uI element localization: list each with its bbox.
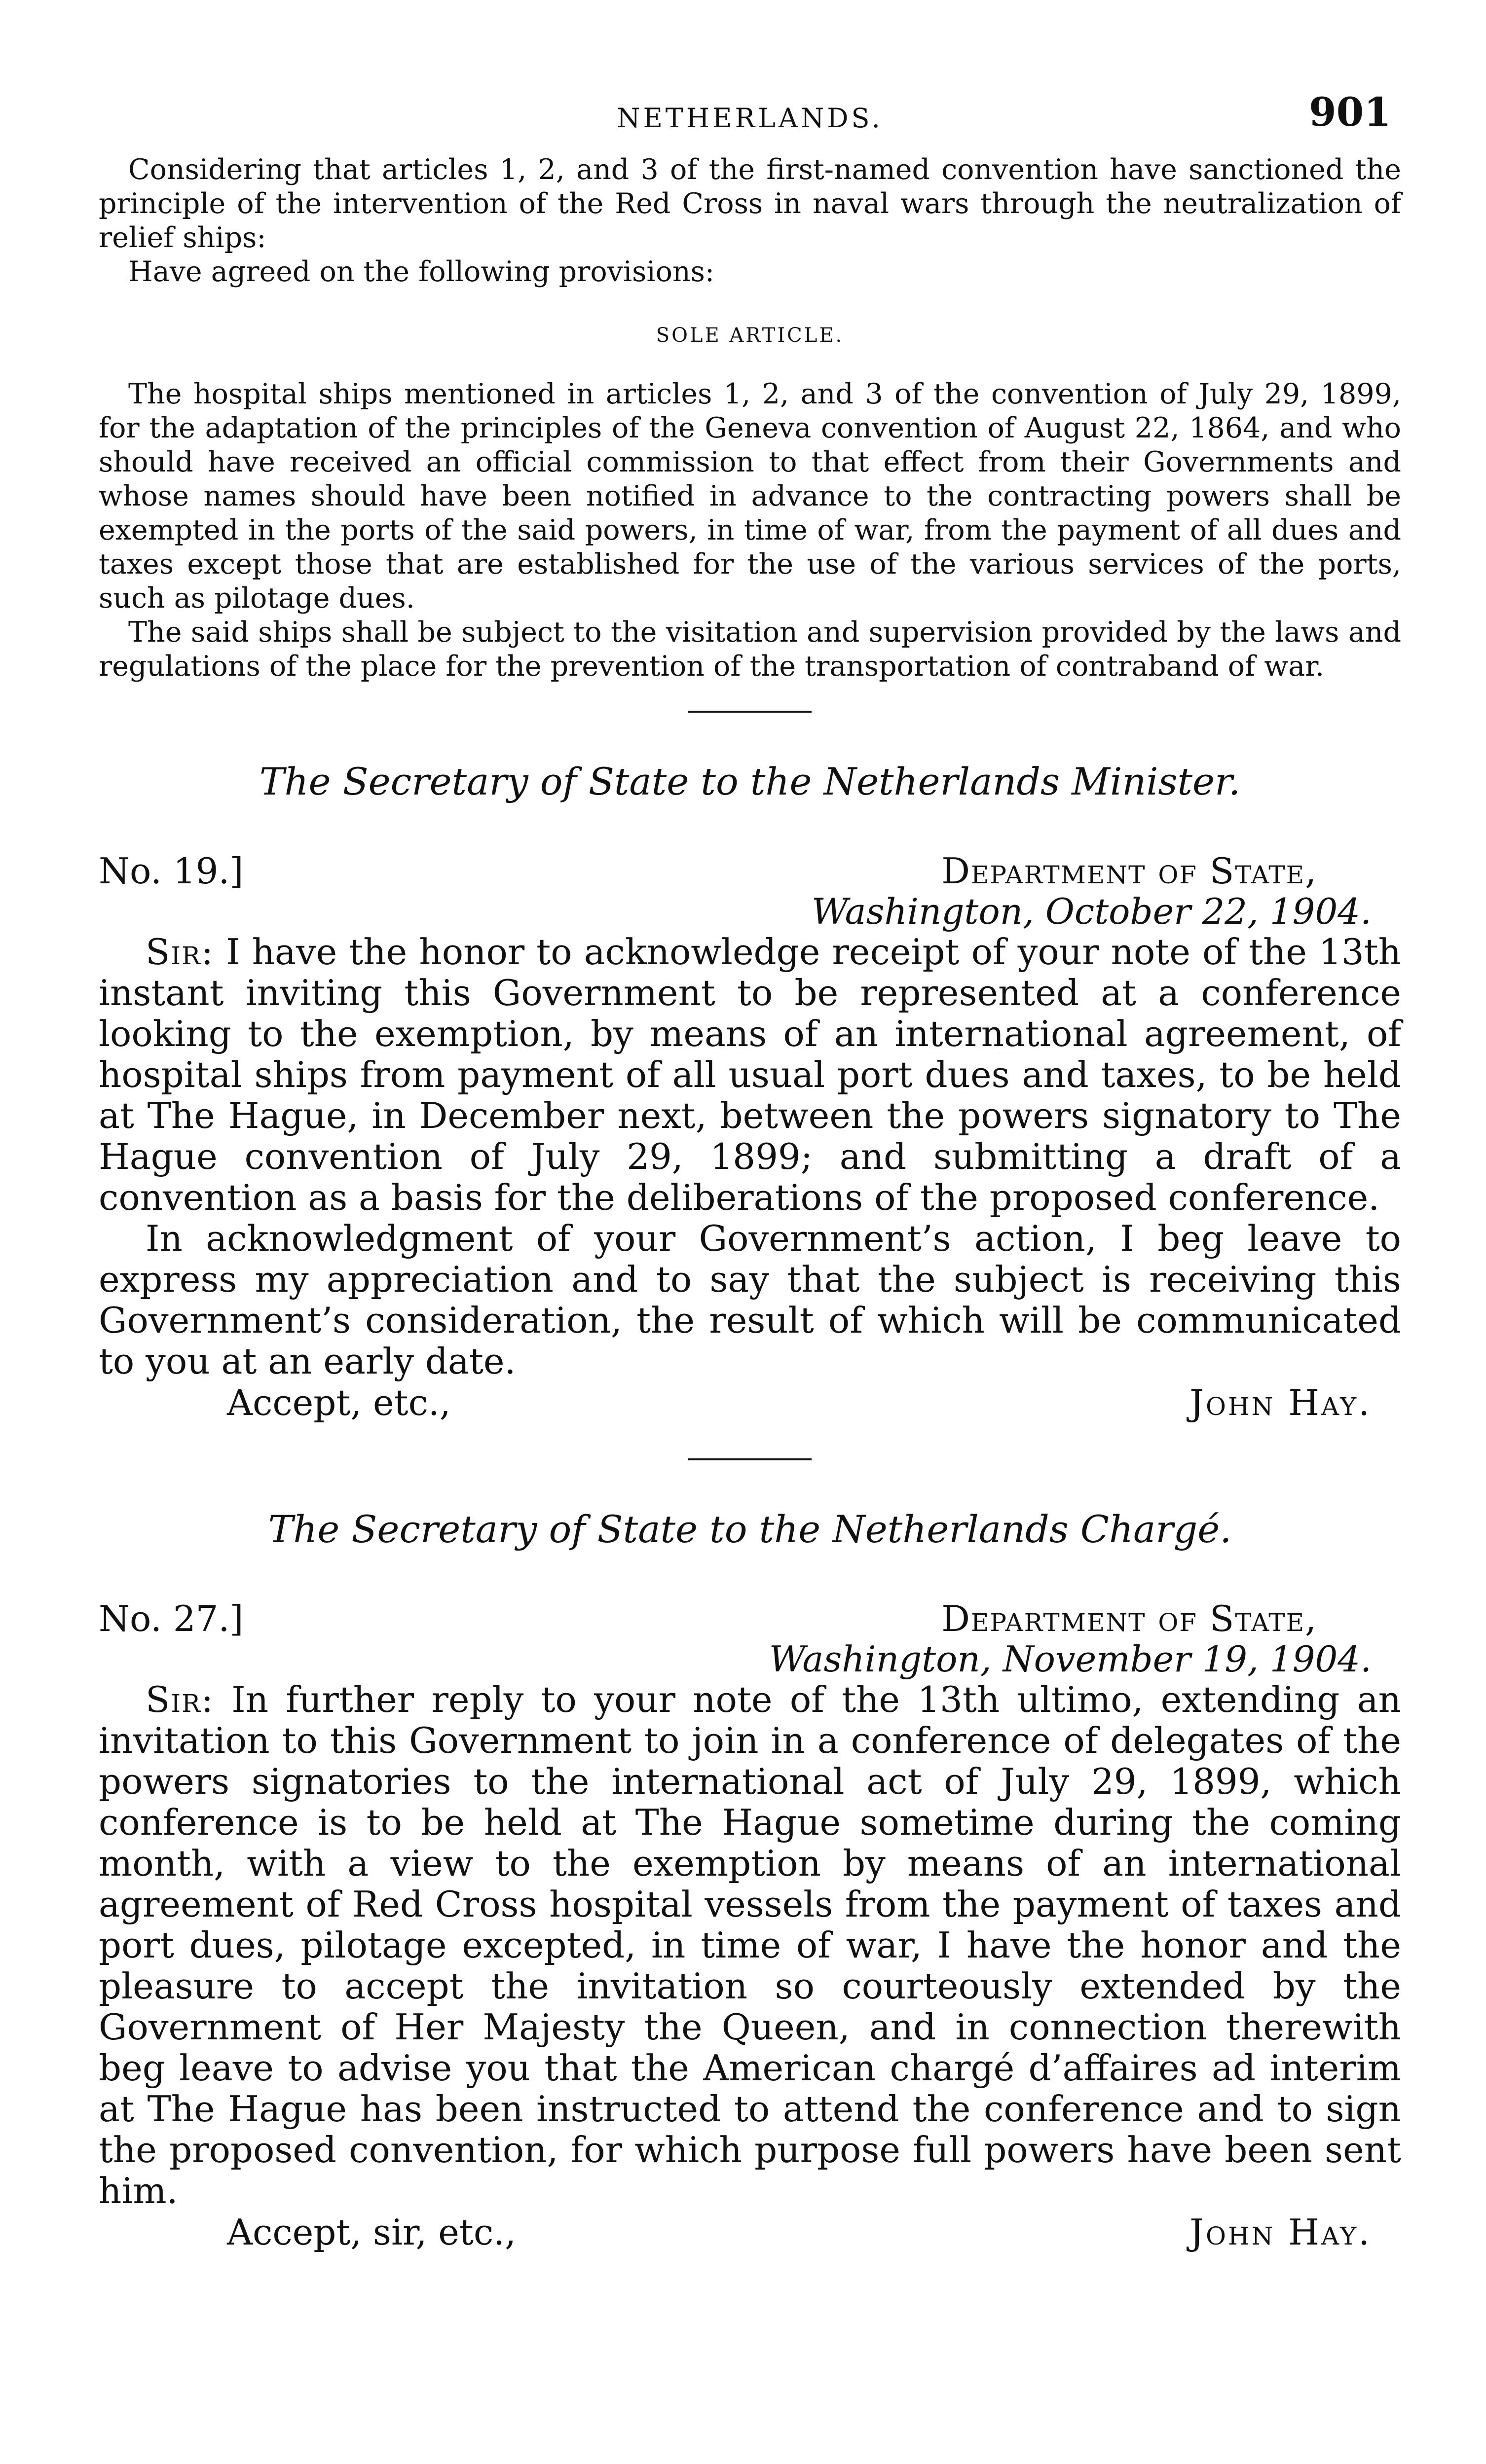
treaty-paragraph: The hospital ships mentioned in articles 1, 2, and 3 of the convention of July 29, 1899, for the adaptation of the principles of the Geneva convention of August 22, 1864, and who should have received an official commission to that effect from their Governments and whose names should have been notified in advance to the contracting powers shall be exempted in the ports of the said powers, in timе of war, from the payment of all dues and taxes except those that are established for the use of the various services of the ports, such as pilotage dues. — [99, 378, 1401, 615]
letterhead — [99, 850, 1401, 932]
letter-number: No. 19.] — [99, 850, 244, 892]
letter-paragraph: In acknowledgment of your Government’s action, I beg leave to express my appreciation and to say that the subject is receiving this Government’s consideration, the result of which will be communicated to you at an early date. — [99, 1218, 1401, 1382]
letter-heading: The Secretary of State to the Netherlands Chargé. — [268, 1507, 1232, 1551]
signature: John Hay. — [1189, 2211, 1372, 2253]
page-number: 901 — [1309, 89, 1391, 135]
treaty-paragraph: Have agreed on the following provisions: — [128, 255, 715, 288]
treaty-paragraph: The said ships shall be subject to the visitation and supervision provided by the laws and regulations of the place for the prevention of the transportation of contraband of war. — [99, 616, 1401, 683]
department-line: Department of State, — [941, 850, 1317, 892]
salutation: Sir: — [146, 1679, 214, 1720]
place-date-line: Washington, October 22, 1904. — [811, 891, 1372, 932]
letterhead — [99, 1598, 1401, 1679]
letter-heading: The Secretary of State to the Netherlands Minister. — [259, 760, 1241, 803]
page-header — [99, 89, 1401, 143]
department-line: Department of State, — [941, 1598, 1317, 1639]
letter-closing — [99, 2211, 1401, 2261]
letter-number: No. 27.] — [99, 1598, 244, 1639]
signature: John Hay. — [1189, 1382, 1372, 1423]
salutation: Sir: — [146, 931, 214, 973]
document-page — [99, 89, 1401, 2261]
section-divider — [688, 711, 812, 713]
paragraph-text: In further reply to your note of the 13th ultimo, extending an invitation to this Government to join in a conference of delegates of the powers signatories to the international act of July 29, 1899, which conference is to be held at The Hague sometime during the coming month, with a view to the exemption by means of an international agreement of Red Cross hospital vessels from the payment of taxes and port dues, pilotage excepted, in time of war, I have the honor and the pleasure to accept the invitation so courteously extended by the Government of Her Majesty the Queen, and in connection therewith beg leave to advise you that the American chargé d’affaires ad interim at The Hague has been instructed to attend the conference and to sign the proposed convention, for which purpose full powers have been sent him. — [99, 1679, 1401, 2211]
sole-article-heading: SOLE ARTICLE. — [656, 324, 844, 347]
treaty-text — [99, 153, 1401, 684]
section-divider — [688, 1458, 812, 1460]
running-title: NETHERLANDS. — [617, 103, 883, 134]
closing-phrase: Accept, sir, etc., — [227, 2211, 516, 2253]
letter-closing — [99, 1382, 1401, 1431]
treaty-paragraph: Considering that articles 1, 2, and 3 of the first-named convention have sanctioned the principle of the intervention of the Red Cross in naval wars through the neutralization of relief ships: — [99, 153, 1401, 254]
letter-paragraph — [99, 1679, 1401, 2211]
letter-paragraph — [99, 932, 1401, 1218]
paragraph-text: I have the honor to acknowledge receipt of your note of the 13th instant inviting this Government to be represented at a conference looking to the exemption, by means of an international agreement, of hospital ships from payment of all usual port dues and taxes, to be held at The Hague, in December next, between the powers signatory to The Hague convention of July 29, 1899; and submitting a draft of a convention as a basis for the deliberations of the proposed conference. — [99, 931, 1401, 1218]
closing-phrase: Accept, etc., — [227, 1382, 451, 1423]
letter-body — [99, 932, 1401, 1382]
place-date-line: Washington, November 19, 1904. — [769, 1638, 1372, 1680]
letter-body — [99, 1679, 1401, 2211]
